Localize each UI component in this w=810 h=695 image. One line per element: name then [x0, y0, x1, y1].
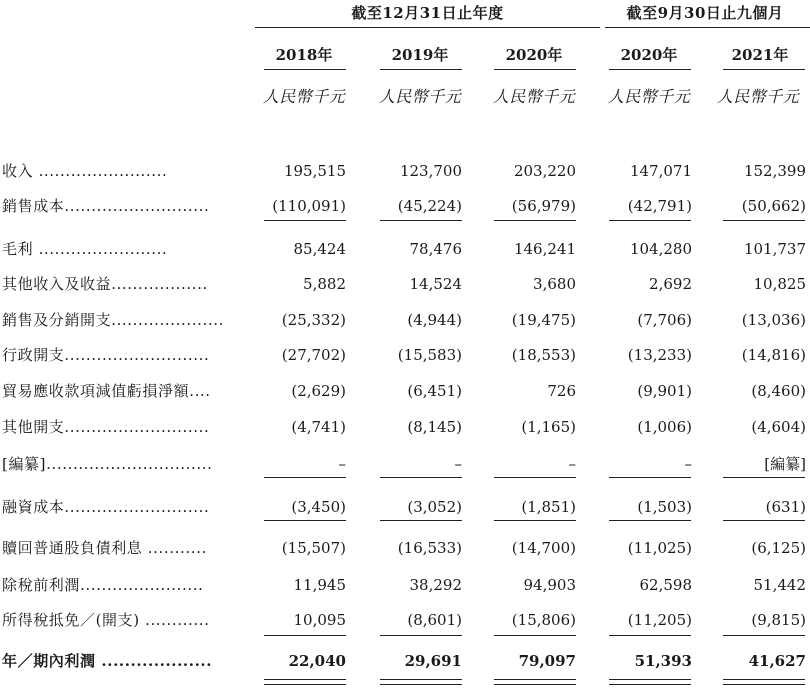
row-value: (18,553) [511, 346, 576, 364]
row-value: 146,241 [513, 240, 576, 258]
row-label: 銷售成本........................... [2, 197, 210, 215]
row-value: (15,583) [397, 346, 462, 364]
row-value: 62,598 [639, 576, 692, 594]
table-row [0, 535, 810, 561]
row-value: 79,097 [518, 652, 576, 670]
row-label: 所得稅抵免／(開支) ............ [2, 611, 210, 629]
row-value: – [454, 455, 462, 473]
table-row [0, 158, 810, 184]
subtotal-rule [380, 520, 462, 521]
row-value: (45,224) [397, 197, 462, 215]
row-value: 726 [547, 382, 576, 400]
year-header-2020: 2020年 [505, 46, 563, 64]
row-value: (6,451) [407, 382, 462, 400]
row-value: (27,702) [281, 346, 346, 364]
row-value: 51,393 [634, 652, 692, 670]
table-row [0, 414, 810, 440]
row-value: (1,165) [521, 418, 576, 436]
table-row [0, 494, 810, 520]
unit-label: 人民幣千元 [378, 87, 462, 106]
year-header-2019: 2019年 [391, 46, 449, 64]
row-label: 其他收入及收益.................. [2, 275, 208, 293]
row-value: (8,460) [751, 382, 806, 400]
table-row [0, 271, 810, 297]
row-value: [編纂] [764, 455, 806, 473]
row-value: 10,095 [293, 611, 346, 629]
row-value: 14,524 [409, 275, 462, 293]
row-value: (1,503) [637, 498, 692, 516]
row-label: 贖回普通股負債利息 ........... [2, 539, 207, 557]
row-value: – [684, 455, 692, 473]
table-row [0, 342, 810, 368]
row-value: 5,882 [303, 275, 346, 293]
row-value: 152,399 [743, 162, 806, 180]
subtotal-rule [494, 220, 576, 221]
row-value: (4,741) [291, 418, 346, 436]
row-value: 104,280 [629, 240, 692, 258]
row-value: 101,737 [743, 240, 806, 258]
subtotal-rule [609, 477, 691, 478]
row-value: 2,692 [649, 275, 692, 293]
subtotal-rule [723, 520, 805, 521]
row-value: 3,680 [533, 275, 576, 293]
row-label: 收入 ........................ [2, 162, 168, 180]
row-value: 10,825 [753, 275, 806, 293]
subtotal-rule [609, 220, 691, 221]
row-value: (56,979) [511, 197, 576, 215]
row-value: 195,515 [283, 162, 346, 180]
subtotal-rule [380, 220, 462, 221]
row-label: 毛利 ........................ [2, 240, 168, 258]
table-row [0, 572, 810, 598]
row-value: (1,851) [521, 498, 576, 516]
row-value: 22,040 [288, 652, 346, 670]
row-value: 94,903 [523, 576, 576, 594]
total-double-rule [494, 679, 576, 685]
table-row [0, 607, 810, 633]
row-value: (16,533) [397, 539, 462, 557]
subtotal-rule [264, 477, 346, 478]
row-value: 41,627 [748, 652, 806, 670]
subtotal-rule [609, 520, 691, 521]
total-double-rule [380, 679, 462, 685]
year-header-rule [609, 69, 691, 70]
row-label: [編纂]............................... [2, 455, 213, 473]
row-value: (1,006) [637, 418, 692, 436]
row-value: (9,901) [637, 382, 692, 400]
row-label: 其他開支........................... [2, 418, 210, 436]
row-value: (11,025) [627, 539, 692, 557]
row-value: (110,091) [272, 197, 346, 215]
row-value: (14,700) [511, 539, 576, 557]
subtotal-rule [380, 635, 462, 636]
row-value: 51,442 [753, 576, 806, 594]
row-label: 銷售及分銷開支..................... [2, 311, 224, 329]
subtotal-rule [723, 635, 805, 636]
row-value: (8,601) [407, 611, 462, 629]
subtotal-rule [264, 220, 346, 221]
row-value: (14,816) [741, 346, 806, 364]
row-value: (3,450) [291, 498, 346, 516]
unit-label: 人民幣千元 [492, 87, 576, 106]
group-header-nine-months: 截至9月30日止九個月 [626, 4, 784, 22]
year-header-2020-nine-months: 2020年 [620, 46, 678, 64]
row-value: 11,945 [293, 576, 346, 594]
row-value: 85,424 [293, 240, 346, 258]
row-label: 除稅前利潤....................... [2, 576, 204, 594]
row-value: 38,292 [409, 576, 462, 594]
subtotal-rule [723, 220, 805, 221]
group-header-year-ended-rule [255, 27, 600, 28]
year-header-2021-nine-months: 2021年 [731, 46, 789, 64]
total-double-rule [264, 679, 346, 685]
subtotal-rule [609, 635, 691, 636]
row-value: (3,052) [407, 498, 462, 516]
subtotal-rule [380, 477, 462, 478]
row-value: (4,944) [407, 311, 462, 329]
table-row [0, 451, 810, 477]
row-value: – [568, 455, 576, 473]
table-row [0, 307, 810, 333]
group-header-year-ended: 截至12月31日止年度 [351, 4, 504, 22]
row-value: (15,806) [511, 611, 576, 629]
row-value: (8,145) [407, 418, 462, 436]
table-row [0, 193, 810, 219]
row-value: (631) [765, 498, 806, 516]
subtotal-rule [264, 635, 346, 636]
row-value: (7,706) [637, 311, 692, 329]
unit-label: 人民幣千元 [262, 87, 346, 106]
row-value: (4,604) [751, 418, 806, 436]
row-value: 147,071 [629, 162, 692, 180]
year-header-rule [494, 69, 576, 70]
table-row [0, 648, 810, 674]
subtotal-rule [494, 635, 576, 636]
row-value: (42,791) [627, 197, 692, 215]
row-value: 123,700 [399, 162, 462, 180]
row-value: (25,332) [281, 311, 346, 329]
subtotal-rule [494, 477, 576, 478]
subtotal-rule [494, 520, 576, 521]
year-header-rule [264, 69, 346, 70]
subtotal-rule [264, 520, 346, 521]
row-value: – [338, 455, 346, 473]
group-header-nine-months-rule [605, 27, 810, 28]
row-value: (50,662) [741, 197, 806, 215]
total-double-rule [723, 679, 805, 685]
row-value: (9,815) [751, 611, 806, 629]
year-header-rule [380, 69, 462, 70]
unit-label: 人民幣千元 [607, 87, 691, 106]
total-double-rule [609, 679, 691, 685]
row-value: (6,125) [751, 539, 806, 557]
table-row [0, 378, 810, 404]
row-value: 78,476 [409, 240, 462, 258]
year-header-2018: 2018年 [275, 46, 333, 64]
row-value: (15,507) [281, 539, 346, 557]
row-value: 29,691 [404, 652, 462, 670]
row-value: (19,475) [511, 311, 576, 329]
row-value: (13,233) [627, 346, 692, 364]
row-value: (13,036) [741, 311, 806, 329]
year-header-rule [723, 69, 805, 70]
row-label: 年／期內利潤 ................... [2, 652, 213, 670]
subtotal-rule [723, 477, 805, 478]
unit-label: 人民幣千元 [716, 87, 800, 106]
row-label: 融資成本........................... [2, 498, 210, 516]
row-value: (11,205) [627, 611, 692, 629]
row-value: (2,629) [291, 382, 346, 400]
row-label: 行政開支........................... [2, 346, 210, 364]
row-label: 貿易應收款項減值虧損淨額.... [2, 382, 211, 400]
row-value: 203,220 [513, 162, 576, 180]
table-row [0, 236, 810, 262]
